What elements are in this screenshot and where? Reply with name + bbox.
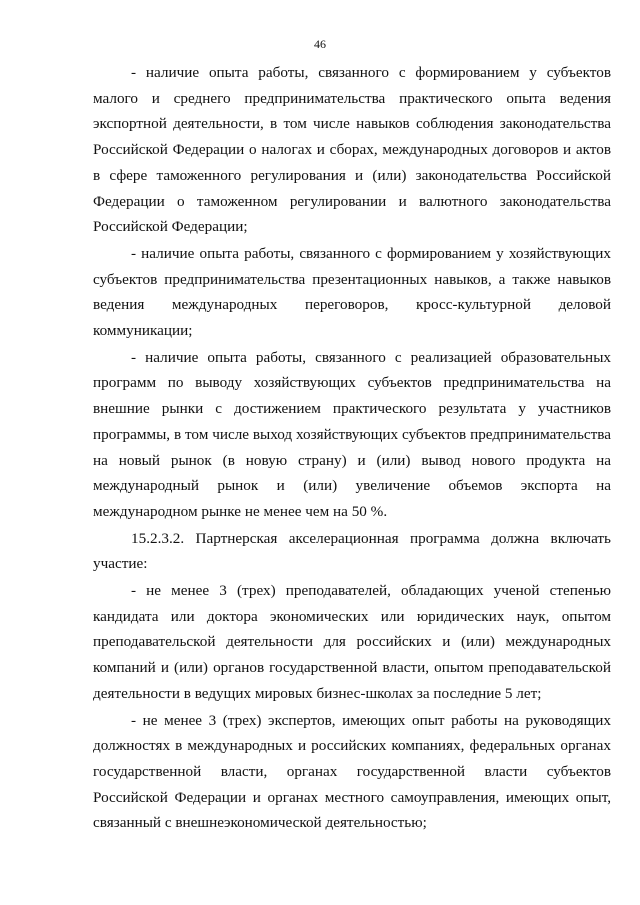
paragraph-teachers-requirement: - не менее 3 (трех) преподавателей, обладающих ученой степенью кандидата или доктора экономических или юридических наук, опытом преподавательской деятельности для российских и (или) международных компаний и (или) органов государственной власти, опытом преподавательской деятельности в ведущих мировых бизнес-школах за последние 5 лет; bbox=[93, 582, 611, 702]
paragraph-section-15-2-3-2: 15.2.3.2. Партнерская акселерационная программа должна включать участие: bbox=[93, 529, 611, 573]
document-body bbox=[93, 60, 611, 837]
paragraph-educational-programs: - наличие опыта работы, связанного с реализацией образовательных программ по выводу хозяйствующих субъектов предпринимательства на внешние рынки с достижением практического результата у участников программы, в том числе выход хозяйствующих субъектов предпринимательства на новый рынок (в новую страну) и (или) вывод нового продукта на международный рынок и (или) увеличение объемов экспорта на международном рынке не менее чем на 50 %. bbox=[93, 348, 611, 520]
paragraph-presentation-skills: - наличие опыта работы, связанного с формированием у хозяйствующих субъектов предпринимательства презентационных навыков, а также навыков ведения международных переговоров, кросс-культурной деловой коммуникации; bbox=[93, 244, 611, 340]
paragraph-export-experience: - наличие опыта работы, связанного с формированием у субъектов малого и среднего предпринимательства практического опыта ведения экспортной деятельности, в том числе навыков соблюдения законодательства Российской Федерации о налогах и сборах, международных договоров и актов в сфере таможенного регулирования и (или) законодательства Российской Федерации о таможенном регулировании и валютного законодательства Российской Федерации; bbox=[93, 64, 611, 236]
paragraph-experts-requirement: - не менее 3 (трех) экспертов, имеющих опыт работы на руководящих должностях в международных и российских компаниях, федеральных органах государственной власти, органах государственной власти субъектов Российской Федерации и органах местного самоуправления, имеющих опыт, связанный с внешнеэкономической деятельностью; bbox=[93, 711, 611, 832]
page-number: 46 bbox=[314, 37, 326, 51]
